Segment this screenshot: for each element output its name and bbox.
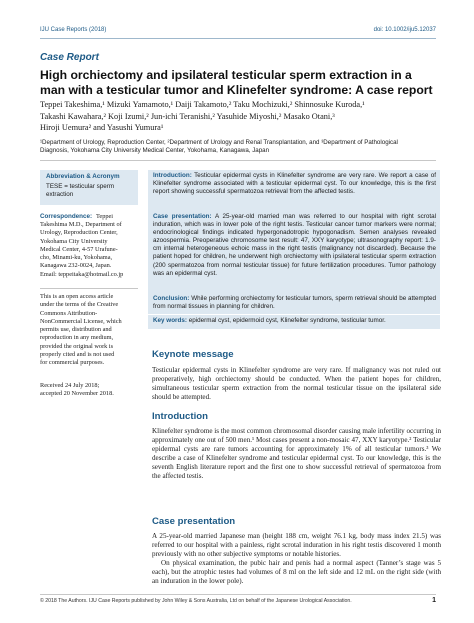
oa-line: This is an open access article	[40, 293, 114, 300]
keynote-heading: Keynote message	[152, 349, 234, 360]
keywords-text: epidermal cyst, epidermoid cyst, Klinefelter syndrome, testicular tumor.	[188, 317, 386, 324]
corr-line: Teppei	[96, 212, 114, 220]
header-divider	[40, 38, 436, 39]
running-header	[40, 27, 436, 37]
author-list	[40, 99, 440, 134]
oa-line: properly cited and is not used	[40, 351, 115, 359]
oa-line: permits use, distribution and	[40, 326, 112, 334]
corr-line: Kanagawa 232-0024, Japan.	[40, 262, 112, 270]
journal-name: IJU Case Reports (2018)	[40, 27, 107, 33]
oa-line: NonCommercial License, which	[40, 317, 122, 325]
oa-line: Commons Attribution-	[40, 309, 98, 317]
article-type: Case Report	[40, 52, 99, 63]
abstract-intro-label: Introduction:	[153, 172, 192, 179]
correspondence-heading: Correspondence:	[40, 213, 93, 220]
abbreviation-line-2: extraction	[46, 191, 74, 198]
abstract-conclusion-label: Conclusion:	[153, 295, 190, 302]
author-line-3: Hiroji Uemura² and Yasushi Yumura¹	[40, 123, 164, 132]
oa-line: provided the original work is	[40, 342, 114, 350]
keywords-divider	[148, 314, 440, 315]
abstract-case	[153, 213, 436, 278]
corr-line: Urology, Reproduction Center,	[40, 229, 118, 237]
affiliation-line-1: ¹Department of Urology, Reproduction Center, ²Department of Urology and Renal Transplantation, and ³Department of Pathological	[40, 139, 398, 146]
abbreviation-heading: Abbreviation & Acronym	[46, 173, 120, 180]
abbreviation-line-1: TESE = testicular sperm	[46, 183, 115, 190]
oa-line: for commercial purposes.	[40, 359, 105, 367]
open-access-notice	[40, 293, 138, 368]
introduction-heading: Introduction	[152, 411, 208, 422]
footer-divider	[40, 594, 436, 595]
affiliation-divider	[40, 160, 436, 161]
abstract-case-text: A 25-year-old married man was referred to our hospital with right scrotal induration, which was in lower pole of the right testis. Testicular cancer tumor markers were normal; endocrinological findings indicated hypergonadotropic hypogonadism. Semen analyses revealed azoospermia. Preoperative chromosome test result: 47, XXY karyotype; ultrasonography report: 1.9-cm internal heterogeneous echoic mass in the right testis (malignancy not discarded). Because the patient hoped for children, he underwent high orchiectomy with ipsilateral testicular sperm extraction (200 spermatozoa from normal testicular tissue) for future fertilization procedures. Tumor pathology was an epidermal cyst.	[153, 213, 437, 277]
abstract-keywords	[153, 317, 436, 325]
case-paragraph-1: A 25-year-old married Japanese man (height 188 cm, weight 76.1 kg, body mass index 21.5) was referred to our hospital with a painless, right scrotal induration in his right testis discovered 1 month previously with no other subjective symptoms or notable histories.	[152, 532, 441, 559]
received-dates	[40, 382, 138, 399]
abstract-conclusion	[153, 295, 436, 311]
corr-line: Yokohama City University	[40, 237, 108, 245]
case-presentation-body	[152, 532, 441, 587]
corr-line: cho, Minami-ku, Yokohama,	[40, 254, 113, 262]
abstract-case-label: Case presentation:	[153, 213, 212, 220]
doi[interactable]: doi: 10.1002/iju5.12037	[373, 27, 436, 33]
introduction-text: Klinefelter syndrome is the most common chromosomal disorder causing male infertility occurring in approximately one out of 500 men.¹ Most cases present a non-mosaic 47, XXY karyotype.² Testicular epidermal cysts are rare tumors accounting for approximately 1% of all testicular tumors.³ We describe a case of Klinefelter syndrome and testicular epidermal cyst. To our knowledge, this is the seventh English literature report and the first one to show successful retrieval of spermatozoa from the affected testis.	[152, 427, 441, 481]
accepted-line: accepted 20 November 2018.	[40, 390, 114, 398]
case-presentation-heading: Case presentation	[152, 516, 236, 527]
abstract-introduction	[153, 172, 436, 196]
corr-email-link[interactable]: Email: teppeitaka@hotmail.co.jp	[40, 270, 124, 278]
case-paragraph-2: On physical examination, the pubic hair and penis had a normal aspect (Tanner’s stage was 5 each), but the atrophic testes had volumes of 8 ml on the left side and 12 mL on the right side (with an induration in the lower pole).	[152, 559, 441, 586]
article-title: High orchiectomy and ipsilateral testicular sperm extraction in a man with a testicular tumor and Klinefelter syndrome: A case report	[40, 68, 433, 97]
author-line-1: Teppei Takeshima,¹ Mizuki Yamamoto,¹ Daiji Takamoto,² Taku Mochizuki,² Shinnosuke Kuroda,¹	[40, 100, 365, 109]
author-line-2: Takashi Kawahara,² Koji Izumi,² Jun-ichi Teranishi,² Yasuhide Miyoshi,² Masako Otani,³	[40, 111, 335, 121]
received-line: Received 24 July 2018;	[40, 382, 100, 389]
abstract-intro-text: Testicular epidermal cysts in Klinefelter syndrome are very rare. We report a case of Klinefelter syndrome associated with a testicular epidermal cyst. To our knowledge, this is the first report showing successful spermatozoa retrieval from the affected testis.	[153, 172, 436, 196]
keynote-text: Testicular epidermal cysts in Klinefelter syndrome are very rare. If malignancy was not ruled out preoperatively, high orchiectomy should be conducted. When the patient hopes for children, simultaneous testicular sperm extraction from the normal testicular tissue on the ipsilateral side should be attempted.	[152, 366, 441, 402]
affiliations	[40, 139, 440, 155]
corr-line: Medical Center, 4-57 Urafune-	[40, 245, 118, 253]
abstract-conclusion-text: While performing orchiectomy for testicular tumors, sperm retrieval should be attempted from normal tissues in planning for children.	[153, 295, 437, 311]
footer-copyright: © 2018 The Authors. IJU Case Reports published by John Wiley & Sons Australia, Ltd on behalf of the Japanese Urological Association.	[40, 598, 352, 604]
abbreviation-body	[46, 183, 134, 199]
corr-line: Takeshima M.D., Department of	[40, 221, 122, 228]
oa-line: under the terms of the Creative	[40, 301, 119, 309]
oa-line: reproduction in any medium,	[40, 334, 114, 342]
sidebar-divider	[40, 288, 138, 289]
affiliation-line-2: Diagnosis, Yokohama City University Medical Center, Yokohama, Kanagawa, Japan	[40, 147, 270, 155]
page-number: 1	[432, 597, 436, 604]
keywords-label: Key words:	[153, 317, 187, 324]
